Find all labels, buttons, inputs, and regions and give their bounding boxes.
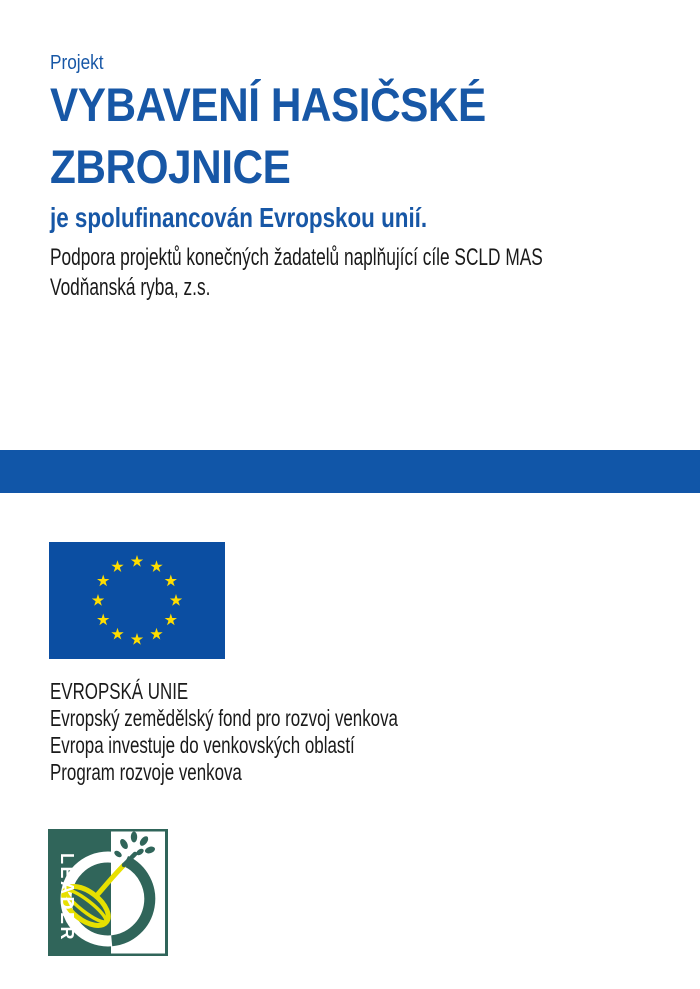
title-line: VYBAVENÍ HASIČSKÉ: [50, 78, 486, 131]
cofinance-line: je spolufinancován Evropskou unií.: [50, 202, 428, 233]
eu-fund-line: Evropský zemědělský fond pro rozvoj venkova: [50, 705, 398, 731]
project-kicker: Projekt: [50, 52, 104, 74]
leader-label: LEADER: [57, 853, 77, 943]
eu-attribution: [50, 678, 398, 786]
support-text: [50, 243, 543, 303]
eu-invest-line: Evropa investuje do venkovských oblastí: [50, 732, 355, 758]
leader-logo-icon: [48, 829, 168, 956]
accent-bar: [0, 450, 700, 493]
eu-flag-icon: [49, 542, 225, 659]
support-line: Vodňanská ryba, z.s.: [50, 274, 211, 301]
eu-program-line: Program rozvoje venkova: [50, 759, 242, 785]
title-line: ZBROJNICE: [50, 140, 291, 193]
support-line: Podpora projektů konečných žadatelů naplňující cíle SCLD MAS: [50, 244, 543, 271]
eu-union-line: EVROPSKÁ UNIE: [50, 678, 189, 704]
